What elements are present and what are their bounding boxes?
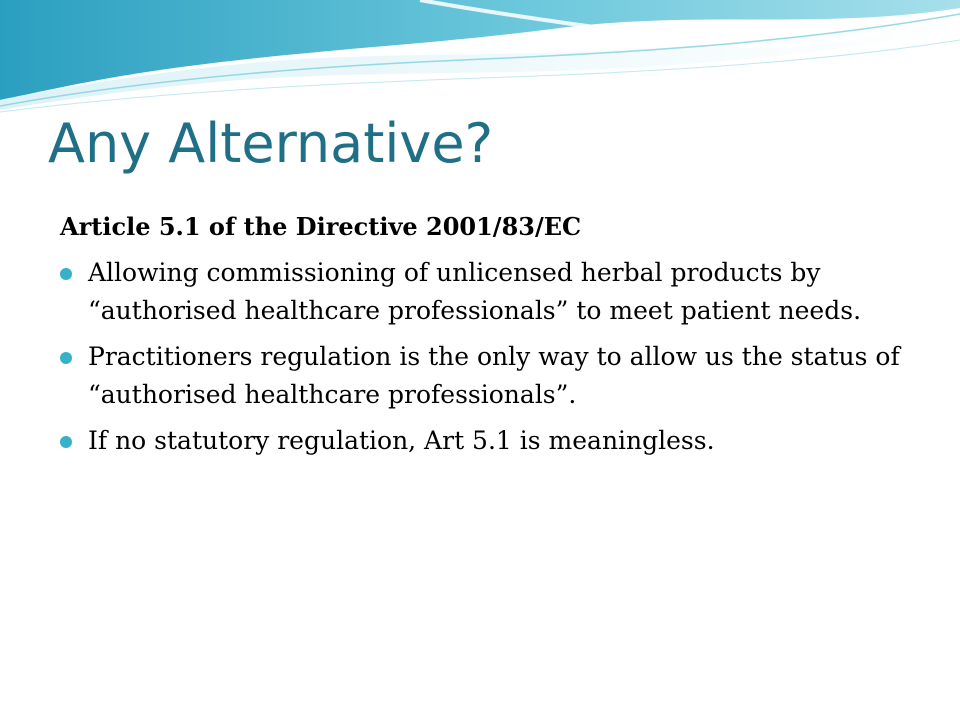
slide-subheading: Article 5.1 of the Directive 2001/83/EC (60, 212, 582, 241)
slide-title: Any Alternative? (48, 112, 494, 175)
bullet-item (60, 338, 930, 414)
bullet-text: Allowing commissioning of unlicensed herbal products by “authorised healthcare professionals” to meet patient needs. (88, 257, 862, 325)
bullet-item (60, 422, 930, 460)
bullet-list (60, 254, 930, 460)
bullet-text: Practitioners regulation is the only way to allow us the status of “authorised healthcare professionals”. (88, 341, 900, 409)
bullet-icon (60, 352, 72, 364)
slide-content (60, 210, 930, 468)
bullet-text: If no statutory regulation, Art 5.1 is meaningless. (88, 425, 715, 455)
bullet-icon (60, 268, 72, 280)
bullet-icon (60, 436, 72, 448)
header-wave-decoration (0, 0, 960, 120)
bullet-item (60, 254, 930, 330)
